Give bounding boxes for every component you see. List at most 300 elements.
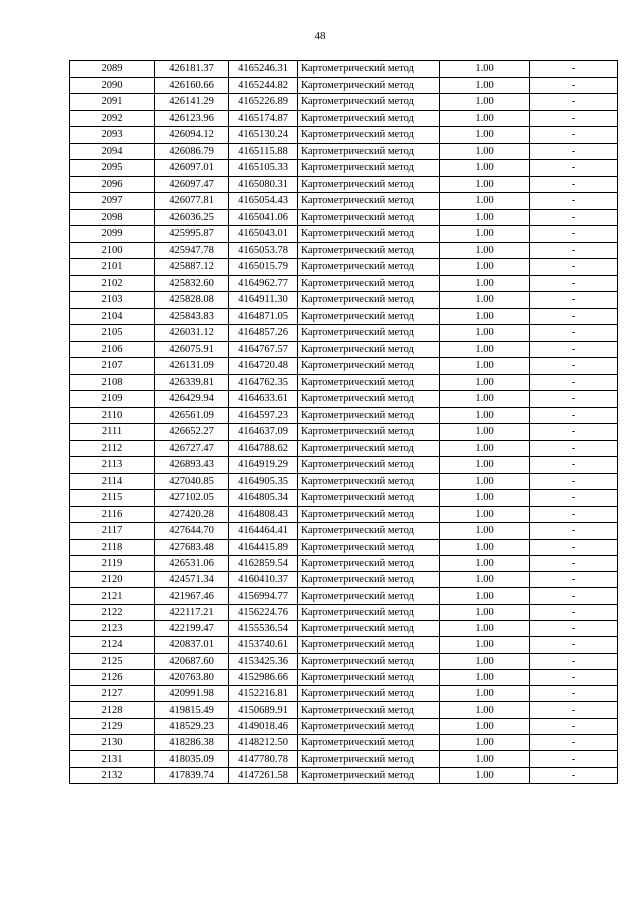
description-cell: - — [530, 473, 618, 490]
x-coordinate-cell: 426123.96 — [155, 110, 229, 127]
table-row — [70, 572, 618, 588]
description-cell: - — [530, 110, 618, 127]
description-cell: - — [530, 94, 618, 111]
y-coordinate-cell: 4153740.61 — [229, 637, 298, 653]
description-cell: - — [530, 193, 618, 210]
y-coordinate-cell: 4162859.54 — [229, 555, 298, 571]
y-coordinate-cell: 4153425.36 — [229, 653, 298, 669]
method-cell: Картометрический метод — [298, 143, 440, 160]
description-cell: - — [530, 718, 618, 734]
x-coordinate-cell: 425832.60 — [155, 275, 229, 292]
table-row — [70, 702, 618, 718]
x-coordinate-cell: 418286.38 — [155, 735, 229, 751]
table-row — [70, 160, 618, 177]
x-coordinate-cell: 425887.12 — [155, 259, 229, 276]
x-coordinate-cell: 426097.47 — [155, 176, 229, 193]
accuracy-cell: 1.00 — [440, 325, 530, 342]
y-coordinate-cell: 4165130.24 — [229, 127, 298, 144]
table-row — [70, 110, 618, 127]
table-row — [70, 440, 618, 457]
table-row — [70, 259, 618, 276]
table-row — [70, 61, 618, 78]
y-coordinate-cell: 4165041.06 — [229, 209, 298, 226]
table-row — [70, 735, 618, 751]
table-row — [70, 209, 618, 226]
table-row — [70, 127, 618, 144]
method-cell: Картометрический метод — [298, 209, 440, 226]
table-row — [70, 473, 618, 490]
accuracy-cell: 1.00 — [440, 292, 530, 309]
x-coordinate-cell: 426531.06 — [155, 555, 229, 571]
x-coordinate-cell: 426094.12 — [155, 127, 229, 144]
method-cell: Картометрический метод — [298, 407, 440, 424]
table-row — [70, 555, 618, 571]
x-coordinate-cell: 425947.78 — [155, 242, 229, 259]
method-cell: Картометрический метод — [298, 325, 440, 342]
x-coordinate-cell: 421967.46 — [155, 588, 229, 604]
description-cell: - — [530, 424, 618, 441]
coordinates-table-body — [70, 61, 618, 784]
x-coordinate-cell: 422199.47 — [155, 620, 229, 636]
accuracy-cell: 1.00 — [440, 341, 530, 358]
y-coordinate-cell: 4164962.77 — [229, 275, 298, 292]
accuracy-cell: 1.00 — [440, 407, 530, 424]
y-coordinate-cell: 4165015.79 — [229, 259, 298, 276]
table-row — [70, 242, 618, 259]
method-cell: Картометрический метод — [298, 620, 440, 636]
description-cell: - — [530, 61, 618, 78]
table-row — [70, 193, 618, 210]
point-number-cell: 2121 — [70, 588, 155, 604]
point-number-cell: 2109 — [70, 391, 155, 408]
method-cell: Картометрический метод — [298, 539, 440, 555]
method-cell: Картометрический метод — [298, 77, 440, 94]
method-cell: Картометрический метод — [298, 242, 440, 259]
y-coordinate-cell: 4147261.58 — [229, 767, 298, 783]
method-cell: Картометрический метод — [298, 160, 440, 177]
description-cell: - — [530, 735, 618, 751]
point-number-cell: 2129 — [70, 718, 155, 734]
method-cell: Картометрический метод — [298, 767, 440, 783]
table-row — [70, 226, 618, 243]
accuracy-cell: 1.00 — [440, 143, 530, 160]
y-coordinate-cell: 4165053.78 — [229, 242, 298, 259]
description-cell: - — [530, 669, 618, 685]
table-row — [70, 391, 618, 408]
point-number-cell: 2131 — [70, 751, 155, 767]
method-cell: Картометрический метод — [298, 226, 440, 243]
method-cell: Картометрический метод — [298, 653, 440, 669]
table-row — [70, 767, 618, 783]
accuracy-cell: 1.00 — [440, 424, 530, 441]
y-coordinate-cell: 4147780.78 — [229, 751, 298, 767]
accuracy-cell: 1.00 — [440, 209, 530, 226]
coordinates-table — [69, 60, 618, 784]
table-row — [70, 490, 618, 507]
point-number-cell: 2124 — [70, 637, 155, 653]
table-row — [70, 588, 618, 604]
table-row — [70, 424, 618, 441]
accuracy-cell: 1.00 — [440, 193, 530, 210]
point-number-cell: 2104 — [70, 308, 155, 325]
x-coordinate-cell: 426086.79 — [155, 143, 229, 160]
x-coordinate-cell: 420837.01 — [155, 637, 229, 653]
accuracy-cell: 1.00 — [440, 391, 530, 408]
accuracy-cell: 1.00 — [440, 457, 530, 474]
y-coordinate-cell: 4165174.87 — [229, 110, 298, 127]
method-cell: Картометрический метод — [298, 555, 440, 571]
table-row — [70, 292, 618, 309]
x-coordinate-cell: 419815.49 — [155, 702, 229, 718]
y-coordinate-cell: 4164464.41 — [229, 523, 298, 540]
y-coordinate-cell: 4164919.29 — [229, 457, 298, 474]
method-cell: Картометрический метод — [298, 308, 440, 325]
method-cell: Картометрический метод — [298, 424, 440, 441]
method-cell: Картометрический метод — [298, 669, 440, 685]
y-coordinate-cell: 4164911.30 — [229, 292, 298, 309]
table-row — [70, 358, 618, 375]
description-cell: - — [530, 523, 618, 540]
method-cell: Картометрический метод — [298, 588, 440, 604]
accuracy-cell: 1.00 — [440, 620, 530, 636]
table-row — [70, 523, 618, 540]
point-number-cell: 2122 — [70, 604, 155, 620]
accuracy-cell: 1.00 — [440, 77, 530, 94]
table-row — [70, 325, 618, 342]
accuracy-cell: 1.00 — [440, 160, 530, 177]
accuracy-cell: 1.00 — [440, 718, 530, 734]
point-number-cell: 2090 — [70, 77, 155, 94]
table-row — [70, 637, 618, 653]
description-cell: - — [530, 176, 618, 193]
point-number-cell: 2116 — [70, 506, 155, 523]
point-number-cell: 2102 — [70, 275, 155, 292]
description-cell: - — [530, 637, 618, 653]
method-cell: Картометрический метод — [298, 686, 440, 702]
method-cell: Картометрический метод — [298, 259, 440, 276]
description-cell: - — [530, 767, 618, 783]
table-row — [70, 751, 618, 767]
method-cell: Картометрический метод — [298, 735, 440, 751]
y-coordinate-cell: 4164597.23 — [229, 407, 298, 424]
method-cell: Картометрический метод — [298, 604, 440, 620]
description-cell: - — [530, 259, 618, 276]
y-coordinate-cell: 4164871.05 — [229, 308, 298, 325]
y-coordinate-cell: 4165105.33 — [229, 160, 298, 177]
table-row — [70, 308, 618, 325]
accuracy-cell: 1.00 — [440, 669, 530, 685]
point-number-cell: 2099 — [70, 226, 155, 243]
point-number-cell: 2127 — [70, 686, 155, 702]
accuracy-cell: 1.00 — [440, 702, 530, 718]
x-coordinate-cell: 427420.28 — [155, 506, 229, 523]
x-coordinate-cell: 426727.47 — [155, 440, 229, 457]
y-coordinate-cell: 4164762.35 — [229, 374, 298, 391]
point-number-cell: 2108 — [70, 374, 155, 391]
description-cell: - — [530, 341, 618, 358]
x-coordinate-cell: 425828.08 — [155, 292, 229, 309]
description-cell: - — [530, 226, 618, 243]
x-coordinate-cell: 424571.34 — [155, 572, 229, 588]
x-coordinate-cell: 422117.21 — [155, 604, 229, 620]
description-cell: - — [530, 620, 618, 636]
point-number-cell: 2125 — [70, 653, 155, 669]
x-coordinate-cell: 426031.12 — [155, 325, 229, 342]
description-cell: - — [530, 308, 618, 325]
x-coordinate-cell: 427040.85 — [155, 473, 229, 490]
description-cell: - — [530, 143, 618, 160]
method-cell: Картометрический метод — [298, 61, 440, 78]
accuracy-cell: 1.00 — [440, 604, 530, 620]
x-coordinate-cell: 426075.91 — [155, 341, 229, 358]
x-coordinate-cell: 420991.98 — [155, 686, 229, 702]
table-row — [70, 407, 618, 424]
method-cell: Картометрический метод — [298, 292, 440, 309]
x-coordinate-cell: 427102.05 — [155, 490, 229, 507]
method-cell: Картометрический метод — [298, 440, 440, 457]
point-number-cell: 2132 — [70, 767, 155, 783]
point-number-cell: 2105 — [70, 325, 155, 342]
y-coordinate-cell: 4164857.26 — [229, 325, 298, 342]
point-number-cell: 2117 — [70, 523, 155, 540]
accuracy-cell: 1.00 — [440, 308, 530, 325]
accuracy-cell: 1.00 — [440, 490, 530, 507]
accuracy-cell: 1.00 — [440, 686, 530, 702]
point-number-cell: 2097 — [70, 193, 155, 210]
description-cell: - — [530, 751, 618, 767]
x-coordinate-cell: 420687.60 — [155, 653, 229, 669]
accuracy-cell: 1.00 — [440, 539, 530, 555]
table-row — [70, 341, 618, 358]
point-number-cell: 2114 — [70, 473, 155, 490]
table-row — [70, 77, 618, 94]
x-coordinate-cell: 426429.94 — [155, 391, 229, 408]
x-coordinate-cell: 425843.83 — [155, 308, 229, 325]
table-row — [70, 653, 618, 669]
point-number-cell: 2092 — [70, 110, 155, 127]
table-row — [70, 669, 618, 685]
accuracy-cell: 1.00 — [440, 523, 530, 540]
table-row — [70, 718, 618, 734]
point-number-cell: 2106 — [70, 341, 155, 358]
x-coordinate-cell: 426131.09 — [155, 358, 229, 375]
point-number-cell: 2123 — [70, 620, 155, 636]
point-number-cell: 2093 — [70, 127, 155, 144]
x-coordinate-cell: 418035.09 — [155, 751, 229, 767]
accuracy-cell: 1.00 — [440, 767, 530, 783]
y-coordinate-cell: 4164905.35 — [229, 473, 298, 490]
description-cell: - — [530, 407, 618, 424]
accuracy-cell: 1.00 — [440, 110, 530, 127]
point-number-cell: 2089 — [70, 61, 155, 78]
point-number-cell: 2111 — [70, 424, 155, 441]
accuracy-cell: 1.00 — [440, 275, 530, 292]
description-cell: - — [530, 702, 618, 718]
accuracy-cell: 1.00 — [440, 242, 530, 259]
method-cell: Картометрический метод — [298, 193, 440, 210]
method-cell: Картометрический метод — [298, 506, 440, 523]
accuracy-cell: 1.00 — [440, 259, 530, 276]
table-row — [70, 506, 618, 523]
x-coordinate-cell: 426652.27 — [155, 424, 229, 441]
x-coordinate-cell: 417839.74 — [155, 767, 229, 783]
accuracy-cell: 1.00 — [440, 735, 530, 751]
method-cell: Картометрический метод — [298, 358, 440, 375]
accuracy-cell: 1.00 — [440, 440, 530, 457]
x-coordinate-cell: 426339.81 — [155, 374, 229, 391]
point-number-cell: 2112 — [70, 440, 155, 457]
accuracy-cell: 1.00 — [440, 572, 530, 588]
point-number-cell: 2103 — [70, 292, 155, 309]
description-cell: - — [530, 440, 618, 457]
point-number-cell: 2126 — [70, 669, 155, 685]
description-cell: - — [530, 588, 618, 604]
x-coordinate-cell: 426561.09 — [155, 407, 229, 424]
method-cell: Картометрический метод — [298, 127, 440, 144]
point-number-cell: 2101 — [70, 259, 155, 276]
point-number-cell: 2094 — [70, 143, 155, 160]
y-coordinate-cell: 4165054.43 — [229, 193, 298, 210]
description-cell: - — [530, 506, 618, 523]
description-cell: - — [530, 686, 618, 702]
table-row — [70, 686, 618, 702]
point-number-cell: 2118 — [70, 539, 155, 555]
accuracy-cell: 1.00 — [440, 94, 530, 111]
point-number-cell: 2119 — [70, 555, 155, 571]
y-coordinate-cell: 4165246.31 — [229, 61, 298, 78]
accuracy-cell: 1.00 — [440, 653, 530, 669]
table-row — [70, 176, 618, 193]
method-cell: Картометрический метод — [298, 637, 440, 653]
accuracy-cell: 1.00 — [440, 588, 530, 604]
accuracy-cell: 1.00 — [440, 637, 530, 653]
method-cell: Картометрический метод — [298, 751, 440, 767]
x-coordinate-cell: 426036.25 — [155, 209, 229, 226]
y-coordinate-cell: 4149018.46 — [229, 718, 298, 734]
x-coordinate-cell: 426141.29 — [155, 94, 229, 111]
x-coordinate-cell: 426097.01 — [155, 160, 229, 177]
point-number-cell: 2098 — [70, 209, 155, 226]
x-coordinate-cell: 420763.80 — [155, 669, 229, 685]
x-coordinate-cell: 427644.70 — [155, 523, 229, 540]
x-coordinate-cell: 426077.81 — [155, 193, 229, 210]
table-row — [70, 374, 618, 391]
x-coordinate-cell: 426893.43 — [155, 457, 229, 474]
y-coordinate-cell: 4156994.77 — [229, 588, 298, 604]
y-coordinate-cell: 4164805.34 — [229, 490, 298, 507]
method-cell: Картометрический метод — [298, 94, 440, 111]
description-cell: - — [530, 160, 618, 177]
method-cell: Картометрический метод — [298, 473, 440, 490]
method-cell: Картометрический метод — [298, 702, 440, 718]
accuracy-cell: 1.00 — [440, 176, 530, 193]
y-coordinate-cell: 4152986.66 — [229, 669, 298, 685]
accuracy-cell: 1.00 — [440, 226, 530, 243]
y-coordinate-cell: 4165043.01 — [229, 226, 298, 243]
method-cell: Картометрический метод — [298, 275, 440, 292]
description-cell: - — [530, 358, 618, 375]
y-coordinate-cell: 4164788.62 — [229, 440, 298, 457]
table-row — [70, 539, 618, 555]
accuracy-cell: 1.00 — [440, 358, 530, 375]
y-coordinate-cell: 4164637.09 — [229, 424, 298, 441]
description-cell: - — [530, 572, 618, 588]
point-number-cell: 2120 — [70, 572, 155, 588]
y-coordinate-cell: 4150689.91 — [229, 702, 298, 718]
description-cell: - — [530, 325, 618, 342]
method-cell: Картометрический метод — [298, 341, 440, 358]
description-cell: - — [530, 242, 618, 259]
y-coordinate-cell: 4148212.50 — [229, 735, 298, 751]
table-row — [70, 457, 618, 474]
y-coordinate-cell: 4165080.31 — [229, 176, 298, 193]
method-cell: Картометрический метод — [298, 391, 440, 408]
x-coordinate-cell: 418529.23 — [155, 718, 229, 734]
table-row — [70, 143, 618, 160]
method-cell: Картометрический метод — [298, 572, 440, 588]
description-cell: - — [530, 374, 618, 391]
point-number-cell: 2095 — [70, 160, 155, 177]
table-row — [70, 275, 618, 292]
table-row — [70, 604, 618, 620]
point-number-cell: 2091 — [70, 94, 155, 111]
y-coordinate-cell: 4152216.81 — [229, 686, 298, 702]
accuracy-cell: 1.00 — [440, 473, 530, 490]
y-coordinate-cell: 4165244.82 — [229, 77, 298, 94]
x-coordinate-cell: 426181.37 — [155, 61, 229, 78]
description-cell: - — [530, 275, 618, 292]
x-coordinate-cell: 427683.48 — [155, 539, 229, 555]
y-coordinate-cell: 4160410.37 — [229, 572, 298, 588]
point-number-cell: 2107 — [70, 358, 155, 375]
y-coordinate-cell: 4164767.57 — [229, 341, 298, 358]
point-number-cell: 2100 — [70, 242, 155, 259]
accuracy-cell: 1.00 — [440, 751, 530, 767]
method-cell: Картометрический метод — [298, 490, 440, 507]
description-cell: - — [530, 127, 618, 144]
description-cell: - — [530, 604, 618, 620]
description-cell: - — [530, 292, 618, 309]
y-coordinate-cell: 4164808.43 — [229, 506, 298, 523]
point-number-cell: 2113 — [70, 457, 155, 474]
method-cell: Картометрический метод — [298, 176, 440, 193]
y-coordinate-cell: 4164415.89 — [229, 539, 298, 555]
description-cell: - — [530, 555, 618, 571]
description-cell: - — [530, 490, 618, 507]
accuracy-cell: 1.00 — [440, 61, 530, 78]
point-number-cell: 2096 — [70, 176, 155, 193]
method-cell: Картометрический метод — [298, 457, 440, 474]
description-cell: - — [530, 653, 618, 669]
x-coordinate-cell: 426160.66 — [155, 77, 229, 94]
accuracy-cell: 1.00 — [440, 555, 530, 571]
description-cell: - — [530, 457, 618, 474]
description-cell: - — [530, 209, 618, 226]
point-number-cell: 2130 — [70, 735, 155, 751]
accuracy-cell: 1.00 — [440, 374, 530, 391]
point-number-cell: 2110 — [70, 407, 155, 424]
y-coordinate-cell: 4165226.89 — [229, 94, 298, 111]
table-row — [70, 94, 618, 111]
method-cell: Картометрический метод — [298, 110, 440, 127]
y-coordinate-cell: 4165115.88 — [229, 143, 298, 160]
accuracy-cell: 1.00 — [440, 506, 530, 523]
y-coordinate-cell: 4164720.48 — [229, 358, 298, 375]
accuracy-cell: 1.00 — [440, 127, 530, 144]
point-number-cell: 2115 — [70, 490, 155, 507]
method-cell: Картометрический метод — [298, 523, 440, 540]
y-coordinate-cell: 4164633.61 — [229, 391, 298, 408]
